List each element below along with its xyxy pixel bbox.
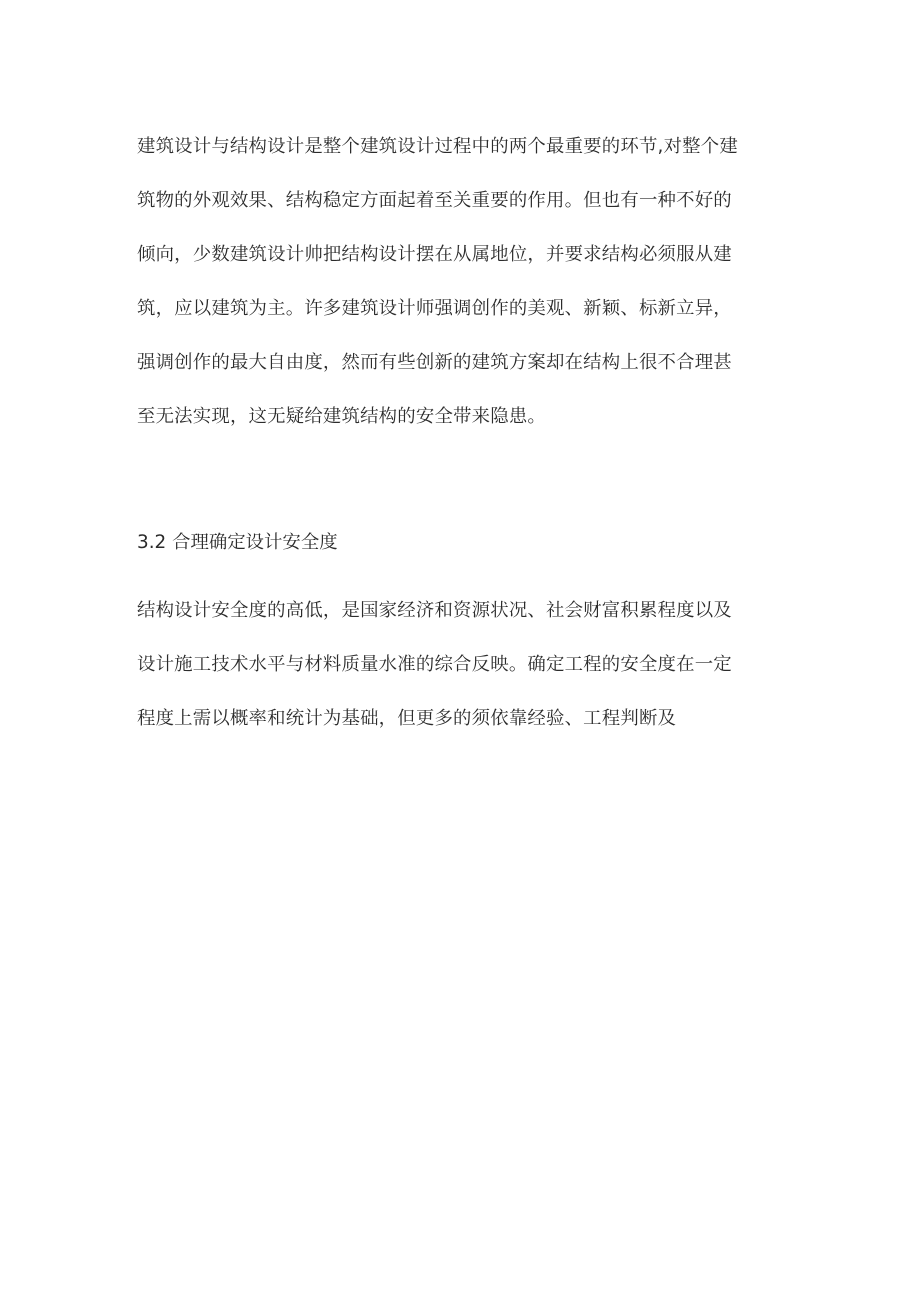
paragraph-line: 筑，应以建筑为主。许多建筑设计师强调创作的美观、新颖、标新立异， — [137, 298, 732, 319]
paragraph-line: 筑物的外观效果、结构稳定方面起着至关重要的作用。但也有一种不好的 — [137, 190, 732, 211]
paragraph-structure-design — [137, 120, 787, 444]
paragraph-line: 结构设计安全度的高低，是国家经济和资源状况、社会财富积累程度以及 — [137, 600, 732, 621]
paragraph-line: 建筑设计与结构设计是整个建筑设计过程中的两个最重要的环节,对整个建 — [137, 136, 738, 157]
section-heading: 3.2 合理确定设计安全度 — [137, 532, 338, 553]
paragraph-line: 强调创作的最大自由度，然而有些创新的建筑方案却在结构上很不合理甚 — [137, 352, 732, 373]
paragraph-line: 程度上需以概率和统计为基础，但更多的须依靠经验、工程判断及 — [137, 708, 677, 729]
paragraph-line: 设计施工技术水平与材料质量水准的综合反映。确定工程的安全度在一定 — [137, 654, 732, 675]
paragraph-line: 倾向，少数建筑设计帅把结构设计摆在从属地位，并要求结构必须服从建 — [137, 244, 732, 265]
paragraph-line: 至无法实现，这无疑给建筑结构的安全带来隐患。 — [137, 406, 546, 427]
paragraph-safety-degree — [137, 584, 787, 746]
